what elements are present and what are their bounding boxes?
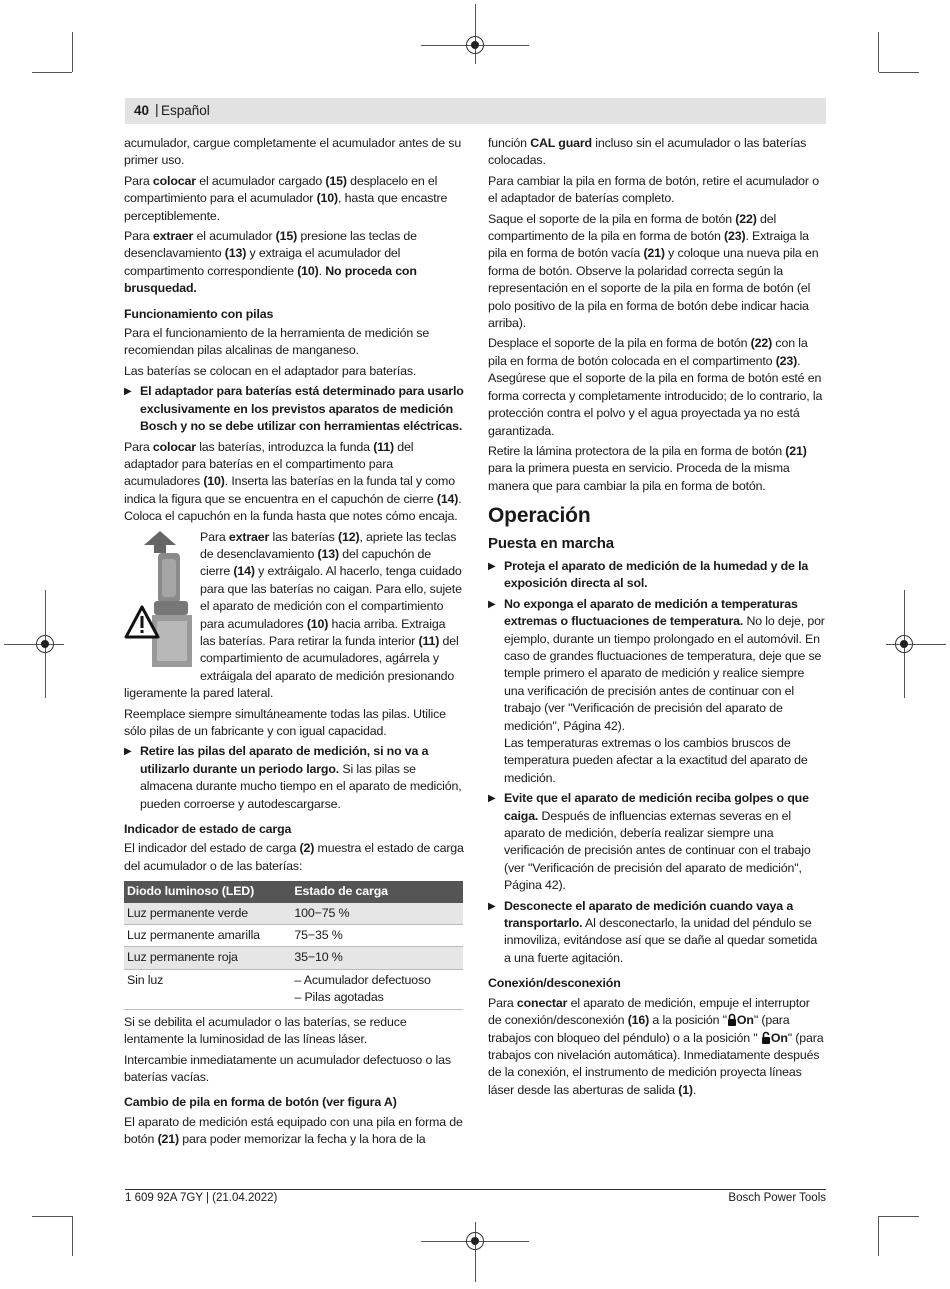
subheading: Funcionamiento con pilas — [124, 306, 274, 321]
warning-bullet: ▶ Proteja el aparato de medición de la humedad y de la exposición directa al sol. — [488, 558, 826, 593]
subheading: Indicador de estado de carga — [124, 822, 292, 837]
right-column — [488, 135, 826, 1102]
registration-line — [4, 644, 64, 645]
table-cell — [291, 969, 463, 1009]
paragraph: Saque el soporte de la pila en forma de botón (22) del compartimento de la pila en forma de botón (23). Extraiga la pila en forma de botón vacía (21) y coloque una nueva pila en forma de botón. Observe la polaridad correcta según la representación en el soporte de la pila en forma de botón (el polo positivo de la pila en forma de botón debe indicar hacia arriba). — [488, 211, 819, 331]
paragraph: Para el funcionamiento de la herramienta de medición se recomiendan pilas alcalinas de manganeso. — [124, 326, 430, 358]
subsection-title: Puesta en marcha — [488, 534, 614, 552]
warning-bullet: ▶ Evite que el aparato de medición reciba golpes o que caiga. Después de influencias externas severas en el aparato de medición, debería realizar siempre una verificación de precisión antes de continuar con el trabajo (ver "Verificación de precisión del aparato de medición", Página 42). — [488, 790, 826, 894]
page-header — [125, 98, 826, 124]
table-cell: Luz permanente amarilla — [124, 925, 291, 947]
paragraph: acumulador, cargue completamente el acumulador antes de su primer uso. — [124, 136, 462, 168]
lock-open-icon — [761, 1031, 771, 1044]
table-cell: Luz permanente verde — [124, 903, 291, 925]
warning-bullet: ▶ El adaptador para baterías está determinado para usarlo exclusivamente en los previstos aparatos de medición Bosch y no se debe utilizar con herramientas eléctricas. — [124, 383, 464, 435]
paragraph: Si se debilita el acumulador o las baterías, se reduce lentamente la luminosidad de las líneas láser. — [124, 1014, 407, 1047]
charge-status-table — [124, 881, 463, 1009]
warning-bullet: ▶ No exponga el aparato de medición a temperaturas extremas o fluctuaciones de temperatura. No lo deje, por ejemplo, durante un tiempo prolongado en el automóvil. En caso de grandes fluctuaciones de temperatura, deje que se temple primero el aparato de medición y realice siempre una verificación de precisión antes de continuar con el trabajo (ver "Verificación de precisión del aparato de medición", Página 42). Las temperaturas extremas o los cambios bruscos de temperatura pueden afectar a la exactitud del aparato de medición. — [488, 596, 826, 787]
subheading: Conexión/desconexión — [488, 976, 621, 991]
table-cell: Sin luz — [124, 969, 291, 1009]
section-title: Operación — [488, 504, 591, 528]
bullet-note: Las temperaturas extremas o los cambios bruscos de temperatura pueden afectar a la exactitud del aparato de medición. — [504, 736, 808, 785]
subheading: Cambio de pila en forma de botón (ver figura A) — [124, 1095, 397, 1110]
list-item: – Acumulador defectuoso — [294, 972, 431, 987]
table-cell: 100−75 % — [291, 903, 463, 925]
table-cell: Luz permanente roja — [124, 947, 291, 969]
warning-bullet: ▶ Desconecte el aparato de medición cuando vaya a transportarlo. Al desconectarlo, la unidad del péndulo se inmoviliza, evitándose así que se dañe al quedar sometida a una fuerte agitación. — [488, 898, 826, 968]
paragraph: Desplace el soporte de la pila en forma de botón (22) con la pila en forma de botón colocada en el compartimento (23). Asegúrese que el soporte de la pila en forma de botón esté en forma correcta y completamente introducido; de lo contrario, la protección contra el polvo y el agua proyectada ya no está garantizada. — [488, 336, 823, 438]
paragraph: Para conectar el aparato de medición, empuje el interruptor de conexión/desconexión (16) a la posición " On" (para trabajos con bloqueo del péndulo) o a la posición " On" (para trabajos con nivelación automática). Inmediatamente después de la conexión, el instrumento de medición proyecta líneas láser desde las aberturas de salida (1). — [488, 995, 824, 1097]
table-header: Estado de carga — [291, 881, 463, 902]
table-row — [124, 925, 463, 947]
paragraph: Las baterías se colocan en el adaptador para baterías. — [124, 363, 417, 378]
registration-mark-icon — [466, 36, 484, 54]
registration-mark-icon — [895, 635, 913, 653]
registration-line — [475, 4, 476, 64]
paragraph: El aparato de medición está equipado con una pila en forma de botón (21) para poder memorizar la fecha y la hora de la — [124, 1114, 463, 1147]
table-header: Diodo luminoso (LED) — [124, 881, 291, 902]
paragraph: Para colocar las baterías, introduzca la funda (11) del adaptador para baterías en el compartimento para acumuladores (10). Inserta las baterías en la funda tal y como indica la figura que se encuentra en el capuchón de cierre (14). Coloca el capuchón en la funda hasta que notes cómo encaja. — [124, 439, 462, 524]
paragraph: Para extraer el acumulador (15) presione las teclas de desenclavamiento (13) y extraiga el acumulador del compartimento correspondiente (10). No proceda con brusquedad. — [124, 229, 417, 296]
crop-mark — [72, 1216, 73, 1256]
registration-mark-icon — [466, 1232, 484, 1250]
crop-mark — [72, 32, 73, 72]
paragraph: Para cambiar la pila en forma de botón, retire el acumulador o el adaptador de baterías completo. — [488, 173, 819, 206]
table-row — [124, 947, 463, 969]
table-row — [124, 903, 463, 925]
paragraph: Intercambie inmediatamente un acumulador defectuoso o las baterías vacías. — [124, 1052, 451, 1084]
language-label: Español — [161, 103, 210, 118]
table-row — [124, 969, 463, 1009]
warning-bullet: ▶ Retire las pilas del aparato de medición, si no va a utilizarlo durante un periodo largo. Si las pilas se almacena durante mucho tiempo en el aparato de medición, pueden corroerse y autodescargarse. — [124, 743, 464, 813]
table-cell: 35−10 % — [291, 947, 463, 969]
battery-removal-warning-icon — [124, 529, 196, 669]
page-number: 40 — [134, 103, 150, 118]
paragraph: Para colocar el acumulador cargado (15) desplacelo en el compartimiento para el acumulador (10), hasta que encastre perceptiblemente. — [124, 173, 448, 223]
crop-mark — [878, 32, 879, 72]
crop-mark — [879, 72, 919, 73]
crop-mark — [879, 1216, 919, 1217]
lock-closed-icon — [727, 1013, 737, 1026]
crop-mark — [32, 72, 72, 73]
paragraph: Para extraer las baterías (12), apriete las teclas de desenclavamiento (13) del capuchón de cierre (14) y extráigalo. Al hacerlo, tenga cuidado para que las baterías no caigan. Para ello, sujete el aparato de medición con el compartimiento para acumuladores (10) hacia arriba. Extraiga las baterías. Para retirar la funda interior (11) del compartimiento de acumuladores, agárrela y extráigala del aparato de medición presionando ligeramente la pared lateral. — [124, 529, 462, 701]
paragraph: función CAL guard incluso sin el acumulador o las baterías colocadas. — [488, 136, 807, 168]
header-separator: | — [155, 101, 159, 117]
paragraph: El indicador del estado de carga (2) muestra el estado de carga del acumulador o de las baterías: — [124, 841, 464, 873]
paragraph: Retire la lámina protectora de la pila en forma de botón (21) para la primera puesta en servicio. Proceda de la misma manera que para cambiar la pila en forma de botón. — [488, 443, 807, 493]
left-column — [124, 135, 464, 1152]
battery-removal-block — [124, 529, 464, 703]
footer-rule — [125, 1189, 826, 1190]
crop-mark — [32, 1216, 72, 1217]
registration-mark-icon — [36, 635, 54, 653]
publisher-name: Bosch Power Tools — [728, 1192, 826, 1204]
paragraph: Reemplace siempre simultáneamente todas las pilas. Utilice sólo pilas de un fabricante y con igual capacidad. — [124, 706, 446, 738]
registration-line — [475, 1222, 476, 1282]
document-code: 1 609 92A 7GY | (21.04.2022) — [125, 1192, 278, 1204]
crop-mark — [878, 1216, 879, 1256]
list-item: – Pilas agotadas — [294, 990, 384, 1005]
table-cell: 75−35 % — [291, 925, 463, 947]
